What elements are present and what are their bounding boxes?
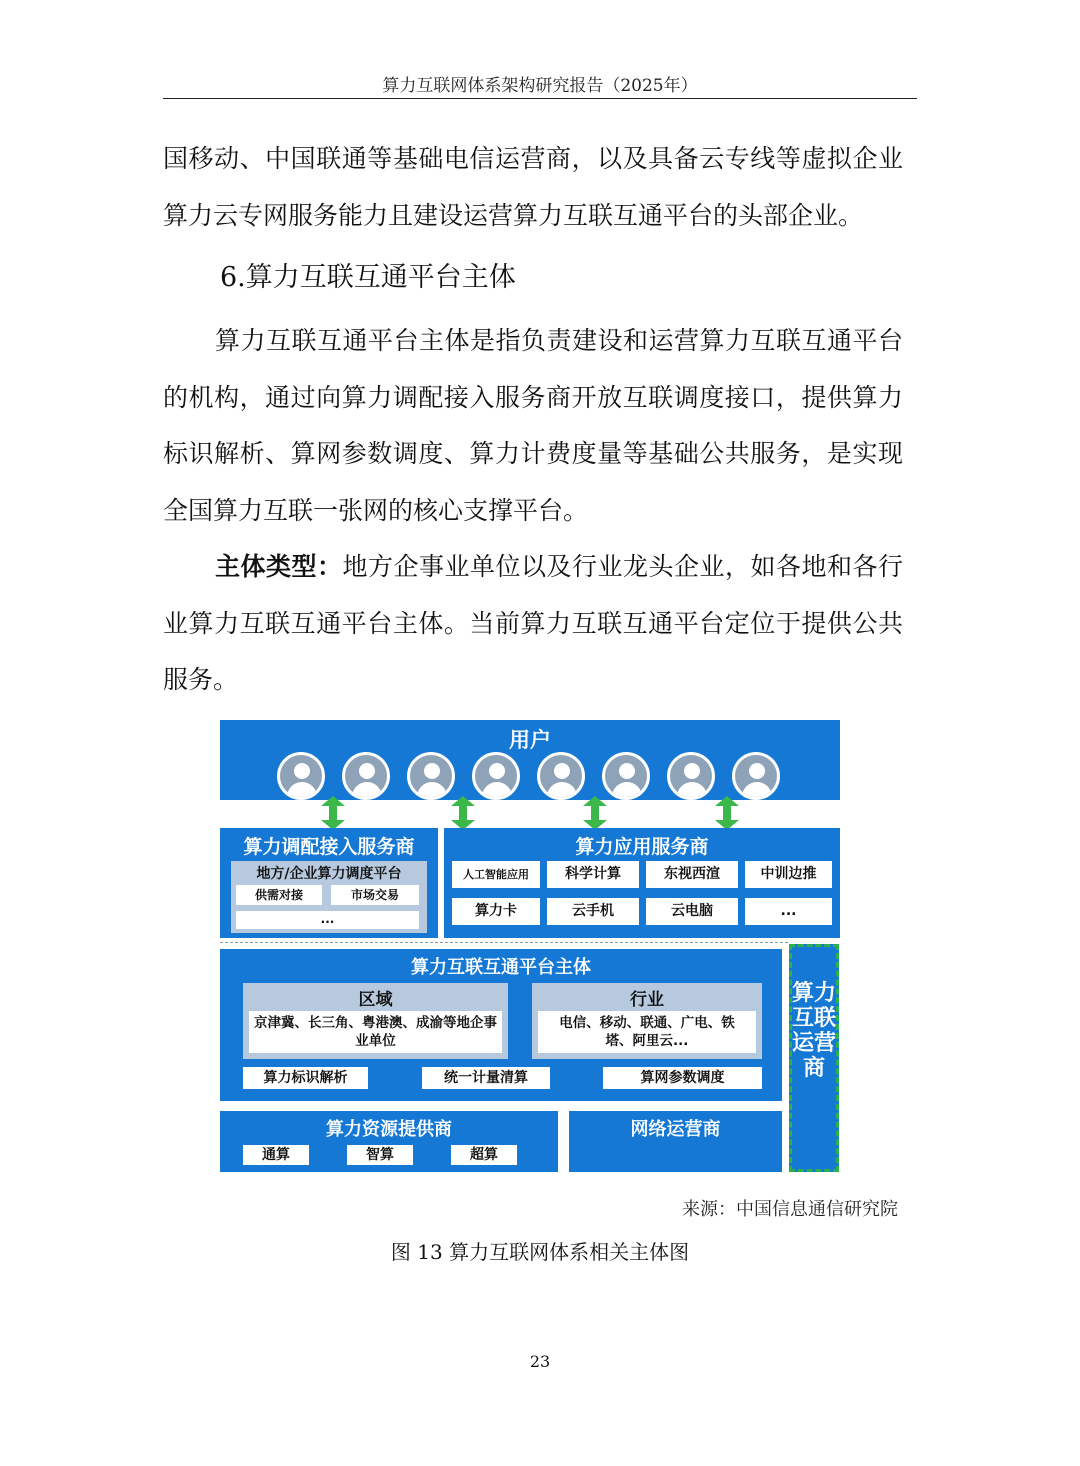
user-avatar-icon: [342, 752, 390, 800]
dispatch-provider-layer: [220, 828, 438, 938]
app-item: 云电脑: [646, 898, 738, 925]
app-item: ...: [745, 898, 832, 925]
dispatch-provider-title: 算力调配接入服务商: [243, 836, 415, 858]
app-item: 云手机: [547, 898, 639, 925]
double-arrow-icon: [715, 796, 739, 830]
header-rule: [163, 98, 917, 99]
ellipsis-box: ...: [236, 911, 419, 929]
resource-provider-title: 算力资源提供商: [326, 1119, 452, 1140]
paragraph-3: [163, 539, 903, 709]
app-item: 算力卡: [452, 898, 540, 925]
resource-item: 超算: [451, 1145, 517, 1165]
double-arrow-icon: [321, 796, 345, 830]
subject-type-text: 地方企事业单位以及行业龙头企业，如各地和各行业算力互联互通平台主体。当前算力互联互通平台定位于提供公共服务。: [163, 552, 903, 695]
user-avatar-icon: [277, 752, 325, 800]
app-provider-layer: [444, 828, 840, 938]
paragraph-1: 国移动、中国联通等基础电信运营商，以及具备云专线等虚拟企业算力云专网服务能力且建设运营算力互联互通平台的头部企业。: [163, 144, 903, 230]
interconnect-operator-title: 算力互联运营商: [792, 981, 837, 1081]
network-operator-layer: [569, 1111, 782, 1172]
users-title: 用户: [509, 728, 551, 752]
user-avatar-icon: [472, 752, 520, 800]
interconnect-platform-layer: [220, 949, 782, 1101]
service-box: 算网参数调度: [603, 1067, 762, 1089]
user-avatar-icon: [407, 752, 455, 800]
resource-provider-layer: [220, 1111, 558, 1172]
service-box: 统一计量清算: [422, 1067, 550, 1089]
user-avatar-icon: [537, 752, 585, 800]
interconnect-platform-title: 算力互联互通平台主体: [411, 957, 591, 978]
app-item: 人工智能应用: [452, 861, 540, 888]
industry-panel: [532, 983, 762, 1059]
running-header: 算力互联网体系架构研究报告（2025年）: [382, 76, 698, 96]
industry-title: 行业: [630, 990, 664, 1010]
user-avatar-icon: [732, 752, 780, 800]
industry-text: 电信、移动、联通、广电、铁塔、阿里云...: [538, 1011, 756, 1053]
user-avatar-icon: [602, 752, 650, 800]
architecture-diagram: [220, 720, 842, 1175]
figure-caption: 图 13 算力互联网体系相关主体图: [390, 1240, 690, 1264]
platform-panel: [231, 861, 427, 933]
service-box: 算力标识解析: [243, 1067, 368, 1089]
section-heading: 6.算力互联互通平台主体: [220, 262, 516, 293]
network-operator-title: 网络运营商: [630, 1119, 721, 1140]
app-item: 中训边推: [745, 861, 832, 888]
interconnect-operator-column: [789, 944, 839, 1172]
region-panel: [243, 983, 508, 1059]
double-arrow-icon: [451, 796, 475, 830]
page-number: 23: [529, 1352, 551, 1371]
figure-source: 来源：中国信息通信研究院: [682, 1199, 898, 1220]
subject-type-label: 主体类型：: [215, 552, 343, 581]
resource-item: 通算: [243, 1145, 309, 1165]
user-avatar-icon: [667, 752, 715, 800]
market-box: 市场交易: [331, 885, 419, 905]
users-layer: [220, 720, 840, 800]
region-text: 京津冀、长三角、粤港澳、成渝等地企事业单位: [249, 1011, 502, 1053]
supply-match-box: 供需对接: [236, 885, 322, 905]
paragraph-2: 算力互联互通平台主体是指负责建设和运营算力互联互通平台的机构，通过向算力调配接入服务商开放互联调度接口，提供算力标识解析、算网参数调度、算力计费度量等基础公共服务，是实现全国算力互联一张网的核心支撑平台。: [163, 326, 903, 526]
app-item: 科学计算: [547, 861, 639, 888]
app-item: 东视西渲: [646, 861, 738, 888]
double-arrow-icon: [583, 796, 607, 830]
resource-item: 智算: [347, 1145, 413, 1165]
dashed-separator: [220, 942, 788, 943]
app-provider-title: 算力应用服务商: [575, 836, 709, 858]
region-title: 区域: [358, 990, 393, 1010]
platform-panel-title: 地方/企业算力调度平台: [256, 866, 402, 882]
